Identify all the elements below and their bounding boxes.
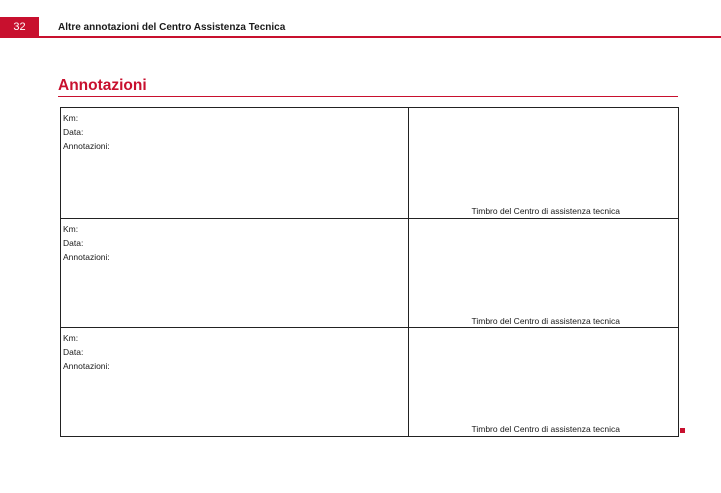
- stamp-cell: [409, 219, 678, 328]
- date-label: Data:: [63, 127, 84, 137]
- km-label: Km:: [63, 224, 79, 234]
- annotation-entry: [61, 327, 678, 436]
- date-label: Data:: [63, 347, 84, 357]
- notes-label: Annotazioni:: [63, 361, 110, 371]
- section-title: Annotazioni: [58, 77, 147, 94]
- annotations-table: [60, 107, 679, 437]
- stamp-label: Timbro del Centro di assistenza tecnica: [471, 316, 620, 326]
- annotation-fields-cell: [61, 108, 409, 218]
- notes-label: Annotazioni:: [63, 252, 110, 262]
- running-title: Altre annotazioni del Centro Assistenza Tecnica: [58, 22, 286, 33]
- annotation-entry: [61, 218, 678, 328]
- section-rule: [58, 96, 678, 97]
- stamp-label: Timbro del Centro di assistenza tecnica: [471, 206, 620, 216]
- stamp-cell: [409, 108, 678, 218]
- stamp-label: Timbro del Centro di assistenza tecnica: [471, 424, 620, 434]
- stamp-cell: [409, 328, 678, 436]
- km-label: Km:: [63, 113, 79, 123]
- page-number: 32: [0, 17, 39, 38]
- annotation-fields-cell: [61, 219, 409, 328]
- date-label: Data:: [63, 238, 84, 248]
- annotation-fields-cell: [61, 328, 409, 436]
- end-of-section-marker: [680, 428, 685, 433]
- annotation-entry: [61, 108, 678, 218]
- header-rule: [0, 36, 721, 38]
- notes-label: Annotazioni:: [63, 141, 110, 151]
- km-label: Km:: [63, 333, 79, 343]
